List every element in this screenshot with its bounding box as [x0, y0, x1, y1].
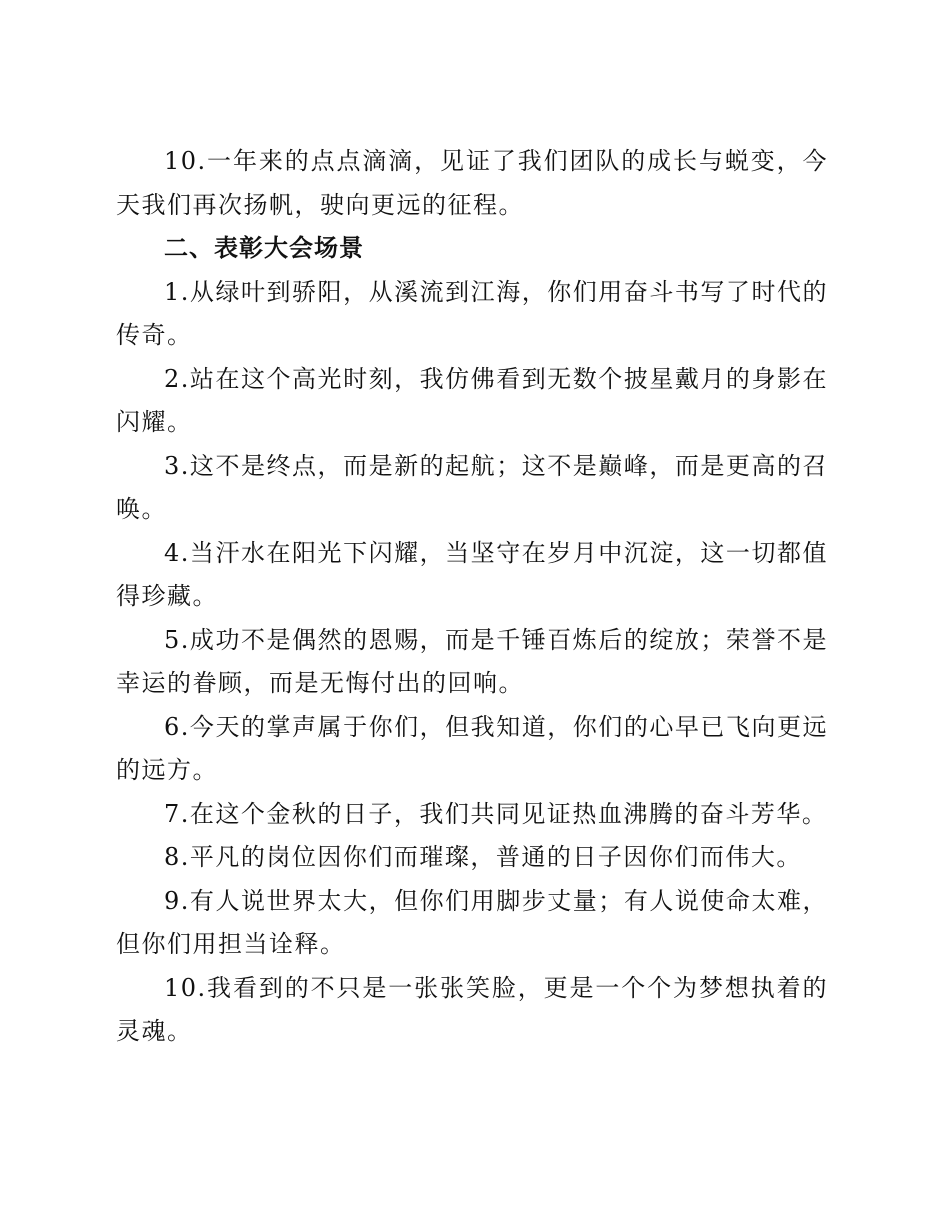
paragraph-item-3: 3.这不是终点，而是新的起航；这不是巅峰，而是更高的召唤。 — [116, 451, 828, 523]
paragraph-item-8: 8.平凡的岗位因你们而璀璨，普通的日子因你们而伟大。 — [164, 843, 802, 871]
paragraph-item-6: 6.今天的掌声属于你们，但我知道，你们的心早已飞向更远的远方。 — [116, 712, 828, 784]
section-heading: 二、表彰大会场景 — [164, 234, 364, 262]
paragraph-item-5: 5.成功不是偶然的恩赐，而是千锤百炼后的绽放；荣誉不是幸运的眷顾，而是无悔付出的回响。 — [116, 625, 828, 697]
paragraph-item-9: 9.有人说世界太大，但你们用脚步丈量；有人说使命太难，但你们用担当诠释。 — [116, 886, 828, 958]
paragraph-item-2: 2.站在这个高光时刻，我仿佛看到无数个披星戴月的身影在闪耀。 — [116, 364, 828, 436]
paragraph-item-4: 4.当汗水在阳光下闪耀，当坚守在岁月中沉淀，这一切都值得珍藏。 — [116, 538, 828, 610]
paragraph-item-7: 7.在这个金秋的日子，我们共同见证热血沸腾的奋斗芳华。 — [164, 799, 828, 828]
document-body — [116, 140, 828, 1054]
paragraph-item-1: 1.从绿叶到骄阳，从溪流到江海，你们用奋斗书写了时代的传奇。 — [116, 277, 828, 349]
paragraph-item-10-section1: 10.一年来的点点滴滴，见证了我们团队的成长与蜕变，今天我们再次扬帆，驶向更远的征程。 — [116, 147, 828, 219]
paragraph-item-10: 10.我看到的不只是一张张笑脸，更是一个个为梦想执着的灵魂。 — [116, 973, 828, 1045]
